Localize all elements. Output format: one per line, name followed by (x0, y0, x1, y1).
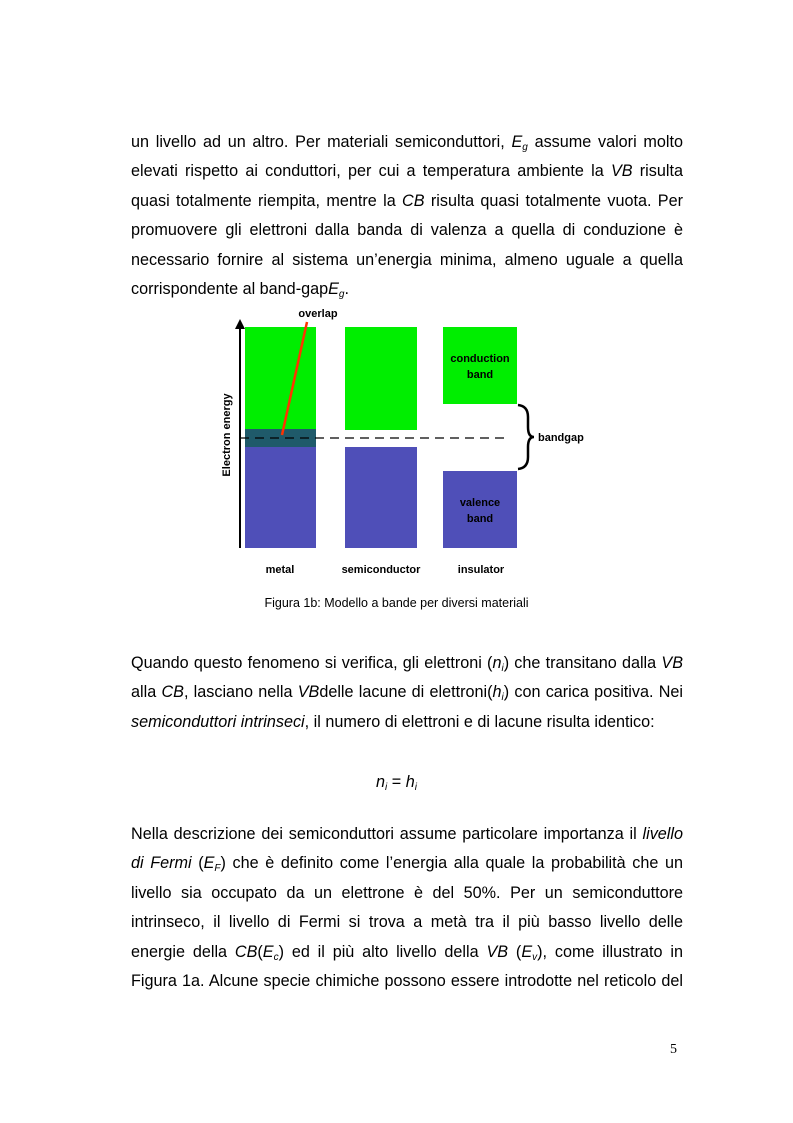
page-number: 5 (670, 1042, 677, 1057)
conduction-label-line-2: band (466, 369, 494, 381)
axis-label: Electron energy (221, 393, 233, 477)
band-diagram-figure (210, 305, 610, 583)
p3-line-6: Figura 1a. Alcune specie chimiche possono essere introdotte nel reticolo del (131, 971, 683, 990)
p2-line-1: Quando questo fenomeno si verifica, gli elettroni $(n_i)$ che transitano dalla VB (131, 654, 683, 674)
paragraph-3 (131, 820, 683, 996)
p1-line-6: corrispondente al band-gapE$_g$. (131, 279, 349, 300)
p2-line-3: semiconduttori intrinseci, il numero di elettroni e di lacune risulta identico: (131, 712, 655, 731)
equation: $n_i = h_i$ (376, 773, 417, 793)
metal-valence-band (245, 447, 316, 548)
p1-line-5: necessario fornire al sistema un’energia minima, almeno uguale a quella (131, 250, 683, 269)
insulator-valence-band (443, 471, 517, 548)
conduction-label-line-1: conduction (450, 353, 510, 365)
semiconductor-conduction-band (345, 327, 417, 430)
metal-conduction-band (245, 327, 316, 439)
p1-line-4: promuovere gli elettroni dalla banda di valenza a quella di conduzione è (131, 221, 683, 240)
p1-line-3: quasi totalmente riempita, mentre la CB risulta quasi totalmente vuota. Per (131, 191, 683, 210)
p3-line-1: Nella descrizione dei semiconduttori assume particolare importanza il livello (131, 825, 683, 843)
insulator-conduction-band (443, 327, 517, 404)
p2-line-2: alla CB, lasciano nella VBdelle lacune di $elettroni(h_i)$ con carica positiva. Nei (131, 683, 683, 704)
p3-line-5: energie della $CB(E_c)$ ed il più alto livello della VB $(E_v)$, come illustrato in (131, 942, 683, 963)
p3-line-3: livello sia occupato da un elettrone è del 50%. Per un semiconduttore (131, 883, 683, 902)
valence-label-line-2: band (466, 513, 494, 525)
p3-line-2: di Fermi $(E_F)$ che è definito come l’energia alla quale la probabilità che un (131, 854, 683, 875)
valence-label-line-1: valence (459, 497, 501, 509)
p1-line-1: un livello ad un altro. Per materiali semiconduttori, $E_g$ assume valori molto (131, 133, 683, 153)
metal-label: metal (265, 564, 295, 576)
overlap-label: overlap (298, 308, 338, 320)
p3-line-4: intrinseco, il livello di Fermi si trova a metà tra il più basso livello delle (131, 913, 683, 932)
figure-caption: Figura 1b: Modello a bande per diversi materiali (264, 596, 529, 610)
energy-axis-arrowhead (235, 319, 245, 329)
semiconductor-valence-band (345, 447, 417, 548)
p1-line-2: elevati rispetto ai conduttori, per cui a temperatura ambiente la VB risulta (131, 162, 683, 181)
paragraph-1 (131, 128, 683, 304)
bandgap-brace (518, 405, 534, 469)
paragraph-2 (131, 649, 683, 737)
semiconductor-label: semiconductor (341, 564, 421, 576)
bandgap-label: bandgap (538, 432, 584, 444)
insulator-label: insulator (457, 564, 505, 576)
